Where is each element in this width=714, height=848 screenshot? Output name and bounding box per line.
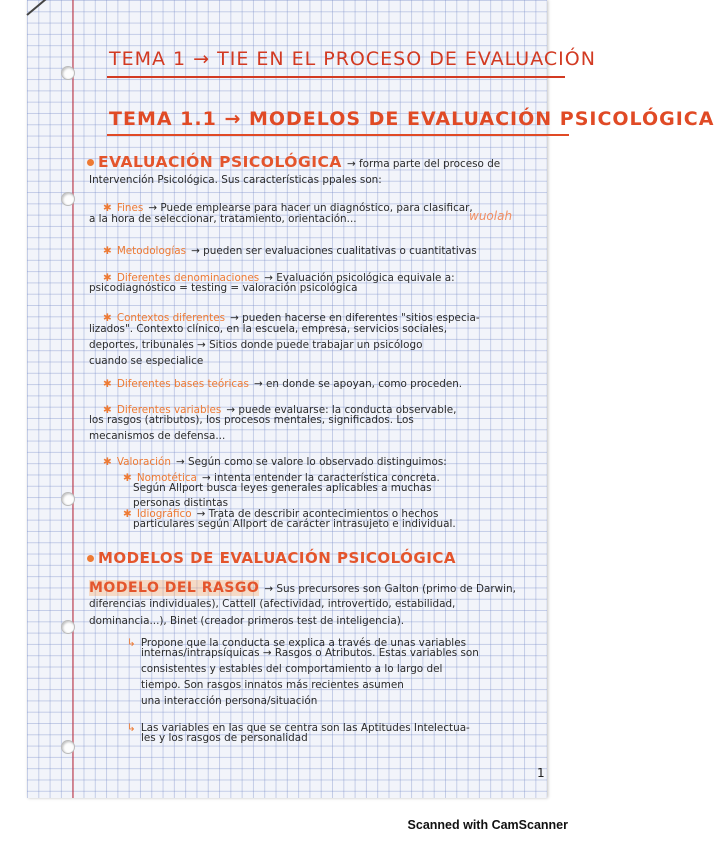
subitem-idiografico: ✱ Idiográfico → Trata de describir acontecimientos o hechos (123, 508, 439, 520)
tema-1-title: TEMA 1 → TIE EN EL PROCESO DE EVALUACIÓN (109, 48, 596, 70)
binder-hole (61, 740, 75, 754)
bullet-icon (87, 555, 94, 562)
model-rasgo-line: dominancia...), Binet (creador primeros test de inteligencia). (89, 615, 405, 627)
subitem-idiografico-line: particulares según Allport de carácter intrasujeto e individual. (133, 518, 456, 530)
bullet-star-icon: ✱ (103, 378, 112, 390)
arrow-bullet-icon: ↳ (127, 637, 136, 649)
item-denominaciones: ✱ Diferentes denominaciones → Evaluación psicológica equivale a: (103, 272, 455, 284)
margin-line (72, 0, 74, 798)
item-variables: ✱ Diferentes variables → puede evaluarse: la conducta observable, (103, 404, 457, 416)
item-fines: ✱ Fines → Puede emplearse para hacer un diagnóstico, para clasificar, (103, 202, 473, 214)
intro-text: Intervención Psicológica. Sus características ppales son: (89, 174, 382, 186)
item-fines-line: a la hora de seleccionar, tratamiento, orientación... (89, 213, 357, 225)
item-denominaciones-line: psicodiagnóstico = testing = valoración psicológica (89, 282, 358, 294)
item-contextos-line: lizados". Contexto clínico, en la escuela, empresa, servicios sociales, (89, 323, 447, 335)
arrow-bullet-icon: ↳ (127, 722, 136, 734)
item-contextos: ✱ Contextos diferentes → pueden hacerse en diferentes "sitios especia- (103, 312, 480, 324)
item-variables-line: los rasgos (atributos), los procesos mentales, significados. Los (89, 414, 414, 426)
item-contextos-line: deportes, tribunales → Sitios donde puede trabajar un psicólogo (89, 339, 423, 351)
title-underline (107, 76, 565, 78)
binder-hole (61, 620, 75, 634)
point-rasgos-line: una interacción persona/situación (141, 695, 318, 707)
bullet-star-icon: ✱ (103, 272, 112, 284)
item-bases-teoricas: ✱ Diferentes bases teóricas → en donde se apoyan, como proceden. (103, 378, 463, 390)
item-contextos-line: cuando se especialice (89, 355, 204, 367)
bullet-star-icon: ✱ (123, 472, 132, 484)
bullet-star-icon: ✱ (103, 245, 112, 257)
page-number: 1 (537, 766, 545, 780)
model-rasgo: MODELO DEL RASGO → Sus precursores son Galton (primo de Darwin, (89, 580, 516, 596)
section-heading-evaluacion: EVALUACIÓN PSICOLÓGICA → forma parte del proceso de (87, 152, 500, 171)
binder-hole (61, 66, 75, 80)
point-rasgos-line: consistentes y estables del comportamiento a lo largo del (141, 663, 443, 675)
subitem-nomotetica-line: Según Allport busca leyes generales aplicables a muchas (133, 482, 432, 494)
point-rasgos-line: tiempo. Son rasgos innatos más recientes asumen (141, 679, 404, 691)
bullet-icon (87, 159, 94, 166)
point-rasgos: ↳ Propone que la conducta se explica a través de unas variables (127, 637, 466, 649)
binder-hole (61, 192, 75, 206)
item-valoracion: ✱ Valoración → Según como se valore lo observado distinguimos: (103, 456, 447, 468)
pen-stroke-mark (26, 0, 73, 16)
point-aptitudes-line: les y los rasgos de personalidad (141, 732, 308, 744)
item-variables-line: mecanismos de defensa... (89, 430, 226, 442)
bullet-star-icon: ✱ (103, 404, 112, 416)
bullet-star-icon: ✱ (103, 202, 112, 214)
bullet-star-icon: ✱ (123, 508, 132, 520)
section-heading-modelos: MODELOS DE EVALUACIÓN PSICOLÓGICA (87, 548, 456, 567)
title-underline (107, 134, 569, 136)
subitem-nomotetica: ✱ Nomotética → intenta entender la característica concreta. (123, 472, 440, 484)
point-rasgos-line: internas/intrapsíquicas → Rasgos o Atributos. Estas variables son (141, 647, 479, 659)
bullet-star-icon: ✱ (103, 312, 112, 324)
point-aptitudes: ↳ Las variables en las que se centra son las Aptitudes Intelectua- (127, 722, 470, 734)
scanner-footer: Scanned with CamScanner (407, 818, 568, 832)
subitem-nomotetica-line: personas distintas (133, 497, 228, 509)
notebook-page (27, 0, 714, 798)
tema-1-1-title: TEMA 1.1 → MODELOS DE EVALUACIÓN PSICOLÓGICA (109, 108, 714, 130)
watermark-stamp: wuolah (469, 209, 513, 223)
item-metodologias: ✱ Metodologías → pueden ser evaluaciones cualitativas o cuantitativas (103, 245, 477, 257)
model-rasgo-line: diferencias individuales), Cattell (afectividad, introvertido, estabilidad, (89, 598, 456, 610)
bullet-star-icon: ✱ (103, 456, 112, 468)
binder-hole (61, 492, 75, 506)
